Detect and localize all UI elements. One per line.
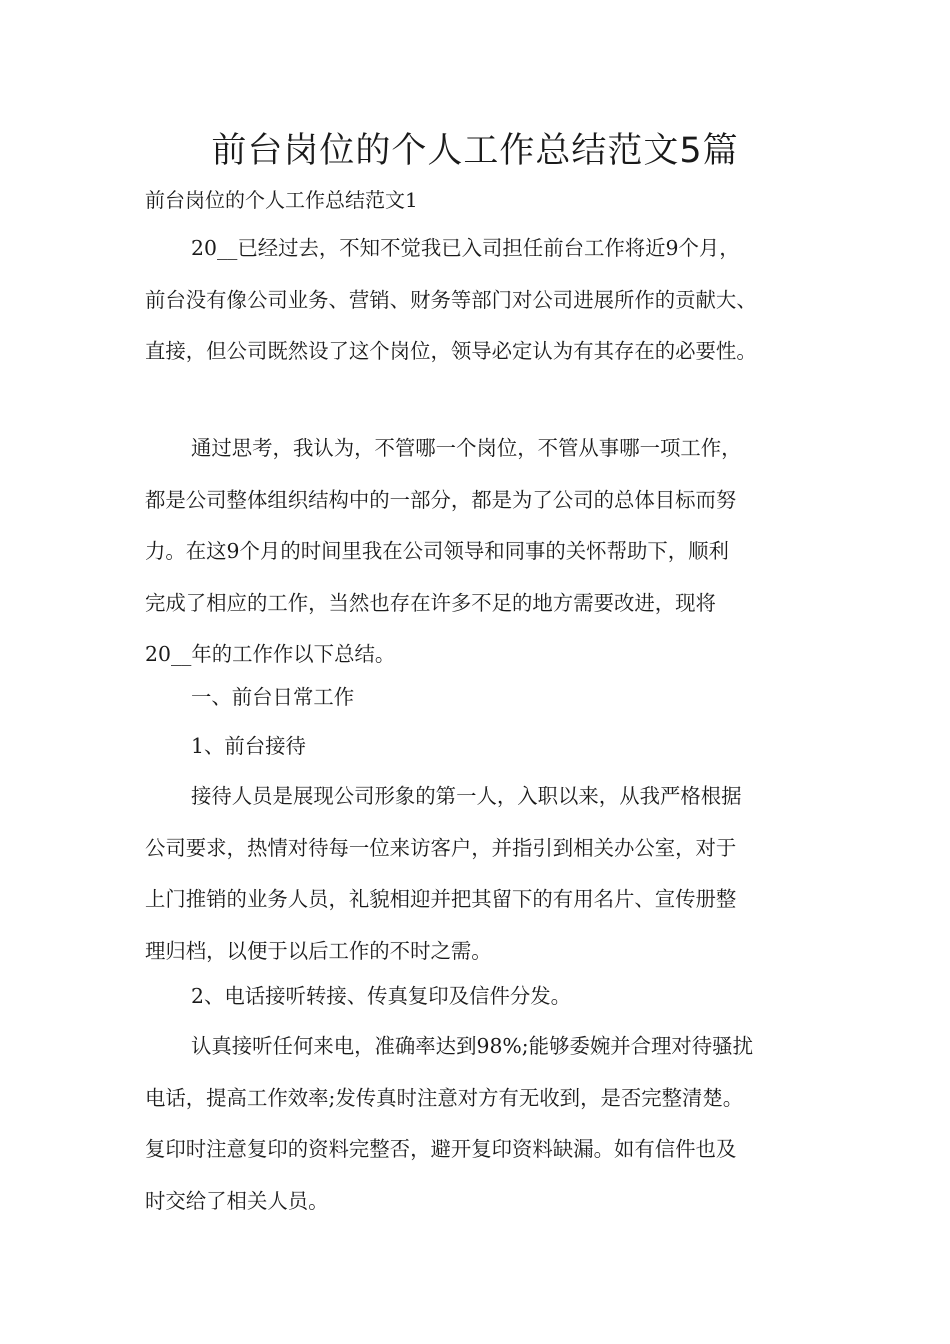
text-line: 通过思考，我认为，不管哪一个岗位，不管从事哪一项工作， bbox=[191, 436, 742, 460]
text-line: 认真接听任何来电，准确率达到98%;能够委婉并合理对待骚扰 bbox=[191, 1034, 753, 1058]
text-line: 接待人员是展现公司形象的第一人，入职以来，从我严格根据 bbox=[191, 784, 742, 808]
text-line: 20__已经过去，不知不觉我已入司担任前台工作将近9个月， bbox=[191, 236, 740, 260]
heading-daily-work bbox=[145, 672, 825, 724]
text-line: 前台没有像公司业务、营销、财务等部门对公司进展所作的贡献大、 bbox=[145, 287, 757, 312]
text-line: 力。在这9个月的时间里我在公司领导和同事的关怀帮助下，顺利 bbox=[145, 539, 729, 563]
section-subtitle: 前台岗位的个人工作总结范文1 bbox=[145, 188, 418, 212]
text-line: 复印时注意复印的资料完整否，避开复印资料缺漏。如有信件也及 bbox=[145, 1137, 737, 1161]
paragraph-intro bbox=[145, 223, 825, 378]
text-line: 都是公司整体组织结构中的一部分，都是为了公司的总体目标而努 bbox=[145, 487, 737, 512]
heading-phone-fax bbox=[145, 971, 825, 1023]
text-line: 20__年的工作作以下总结。 bbox=[145, 642, 396, 666]
text-line: 电话，提高工作效率;发传真时注意对方有无收到，是否完整清楚。 bbox=[145, 1085, 744, 1110]
heading-reception bbox=[145, 721, 825, 773]
subsection-heading: 2、电话接听转接、传真复印及信件分发。 bbox=[191, 984, 572, 1008]
document-title: 前台岗位的个人工作总结范文5篇 bbox=[211, 131, 739, 171]
text-line: 理归档，以便于以后工作的不时之需。 bbox=[145, 938, 492, 963]
paragraph-reflection bbox=[145, 423, 825, 681]
paragraph-phone-fax bbox=[145, 1021, 825, 1227]
section-heading: 一、前台日常工作 bbox=[191, 685, 355, 709]
text-line: 完成了相应的工作，当然也存在许多不足的地方需要改进，现将 bbox=[145, 590, 716, 615]
subsection-heading: 1、前台接待 bbox=[191, 734, 306, 758]
text-line: 公司要求，热情对待每一位来访客户，并指引到相关办公室，对于 bbox=[145, 835, 737, 860]
text-line: 直接，但公司既然设了这个岗位，领导必定认为有其存在的必要性。 bbox=[145, 339, 757, 363]
text-line: 时交给了相关人员。 bbox=[145, 1188, 329, 1213]
text-line: 上门推销的业务人员，礼貌相迎并把其留下的有用名片、宣传册整 bbox=[145, 887, 737, 911]
paragraph-reception bbox=[145, 771, 825, 977]
